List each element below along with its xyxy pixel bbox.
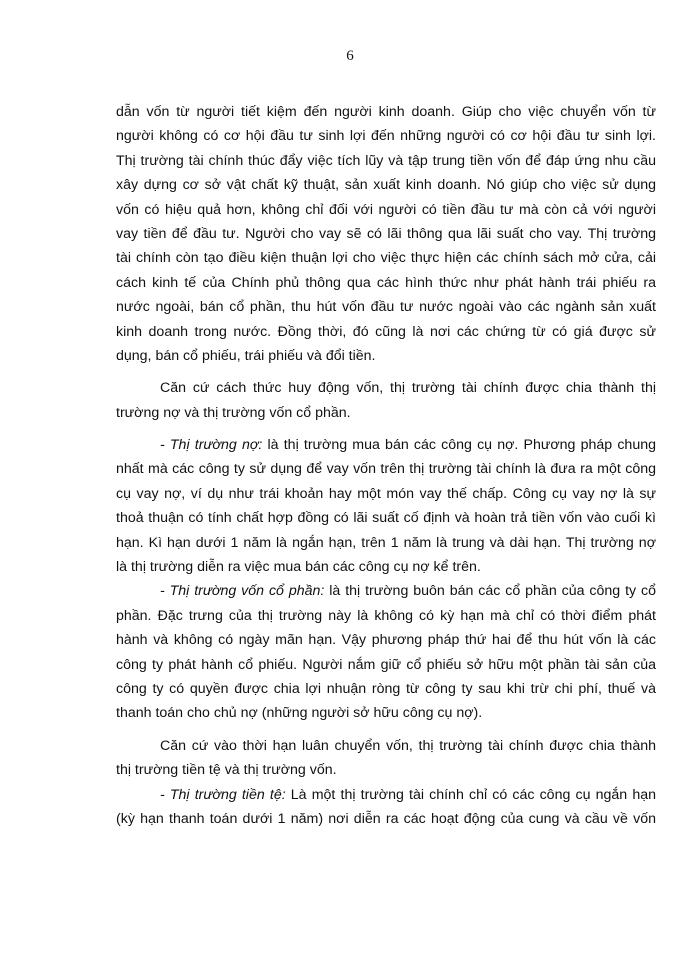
text-line: tài chính còn tạo điều kiện thuận lợi cho việc thực hiện các chính sách mở cửa, cải: [116, 250, 656, 267]
body-text: [116, 100, 656, 831]
paragraph-capital-turnover: [116, 734, 656, 783]
paragraph-equity-market: [116, 579, 656, 725]
text-line: thoả thuận có tính chất hợp đồng có lãi suất cố định và hoàn trả tiền vốn vào cuối kì: [116, 510, 656, 527]
text-line: dụng, bán cổ phiếu, trái phiếu và đổi tiền.: [116, 347, 376, 364]
text-line: Căn cứ cách thức huy động vốn, thị trường tài chính được chia thành thị: [160, 380, 656, 397]
paragraph-financial-market-role: [116, 100, 656, 368]
text-line: xây dựng cơ sở vật chất kỹ thuật, sản xuất kinh doanh. Nó giúp cho việc sử dụng: [116, 177, 656, 194]
paragraph-debt-market: [116, 433, 656, 579]
page-number: 6: [346, 48, 354, 64]
text-line: nước ngoài, bán cổ phần, thu hút vốn đầu tư nước ngoài vào các ngành sản xuất: [116, 299, 656, 316]
text-line: là thị trường diễn ra việc mua bán các công cụ nợ kể trên.: [116, 559, 481, 576]
text-line: (kỳ hạn thanh toán dưới 1 năm) nơi diễn ra các hoạt động của cung và cầu về vốn: [116, 810, 656, 827]
text-line: Thị trường tài chính thúc đẩy việc tích lũy và tập trung tiền vốn để đáp ứng nhu cầu: [116, 152, 656, 169]
text-line: - Thị trường vốn cổ phần: là thị trường buôn bán các cổ phần của công ty cổ: [160, 583, 656, 600]
text-line: - Thị trường tiền tệ: Là một thị trường tài chính chỉ có các công cụ ngắn hạn: [160, 786, 656, 803]
term-debt-market: - Thị trường nợ:: [160, 437, 263, 454]
term-equity-market: - Thị trường vốn cổ phần:: [160, 583, 325, 600]
text-line: cụ vay nợ, ví dụ như trái khoản hay một món vay thế chấp. Công cụ vay nợ là sự: [116, 485, 656, 502]
text-line: vốn có hiệu quả hơn, không chỉ đối với người có tiền đầu tư mà còn cả với người: [116, 201, 656, 218]
text-line: hành và không có ngày mãn hạn. Vậy phương pháp thứ hai để thu hút vốn là các: [116, 632, 656, 649]
text-line: công ty có quyền được chia lợi nhuận ròng từ công ty sau khi trừ chi phí, thuế và: [116, 680, 656, 697]
text-line: hạn. Kì hạn dưới 1 năm là ngắn hạn, trên 1 năm là trung và dài hạn. Thị trường nợ: [116, 534, 656, 551]
text-line: nhất mà các công ty sử dụng để vay vốn trên thị trường tài chính là đưa ra một công: [116, 461, 656, 478]
paragraph-capital-mobilization: [116, 376, 656, 425]
text-line: người không có cơ hội đầu tư sinh lợi đến những người có cơ hội đầu tư sinh lợi.: [116, 128, 656, 145]
text-line: phần. Đặc trưng của thị trường này là không có kỳ hạn mà chỉ có thời điểm phát: [116, 607, 656, 624]
text-line: cách kinh tế của Chính phủ thông qua các hình thức như phát hành trái phiếu ra: [116, 274, 656, 291]
text-line: thanh toán cho chủ nợ (những người sở hữu công cụ nợ).: [116, 705, 483, 722]
text-line: thị trường tiền tệ và thị trường vốn.: [116, 762, 337, 779]
text-line: trường nợ và thị trường vốn cổ phần.: [116, 404, 351, 421]
text-line: công ty phát hành cổ phiếu. Người nắm giữ cổ phiếu sở hữu một phần tài sản của: [116, 656, 656, 673]
text-line: dẫn vốn từ người tiết kiệm đến người kinh doanh. Giúp cho việc chuyển vốn từ: [116, 104, 656, 120]
paragraph-money-market: [116, 783, 656, 832]
text-line: - Thị trường nợ: là thị trường mua bán các công cụ nợ. Phương pháp chung: [160, 437, 656, 454]
term-money-market: - Thị trường tiền tệ:: [160, 786, 286, 803]
text-line: vay tiền để đầu tư. Người cho vay sẽ có lãi thông qua lãi suất cho vay. Thị trường: [116, 225, 656, 242]
text-line: Căn cứ vào thời hạn luân chuyển vốn, thị trường tài chính được chia thành: [160, 737, 656, 754]
text-line: kinh doanh trong nước. Đồng thời, đó cũng là nơi các chứng từ có giá được sử: [116, 323, 656, 340]
